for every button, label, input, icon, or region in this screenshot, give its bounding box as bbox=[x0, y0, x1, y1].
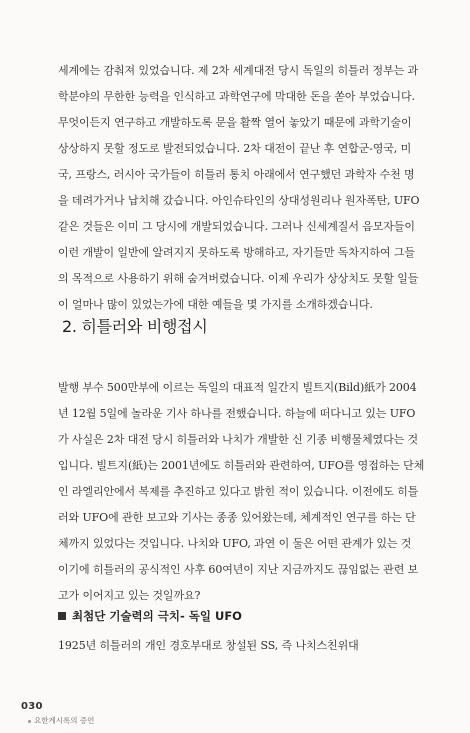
text-line: 인 라엘리안에서 복제를 추진하고 있다고 밝힌 적이 있습니다. 이전에도 히틀 bbox=[58, 485, 419, 498]
text-line: 이런 개발이 일반에 알려지지 못하도록 방해하고, 자기들만 독차지하여 그들 bbox=[58, 246, 415, 259]
subsection-heading-text: 최첨단 기술력의 극치- 독일 UFO bbox=[72, 609, 242, 623]
text-line: 상상하지 못할 정도로 발전되었습니다. 2차 대전이 끝난 후 연합군-영국, 미 bbox=[58, 142, 412, 155]
text-line: 무엇이든지 연구하고 개발하도록 문을 활짝 열어 놓았기 때문에 과학기술이 bbox=[58, 116, 412, 129]
text-line: 체까지 있었다는 것입니다. 나치와 UFO, 과연 이 둘은 어떤 관계가 있는 것 bbox=[58, 537, 412, 550]
body-paragraph-1 bbox=[58, 58, 420, 318]
text-line: 을 데려가거나 납치해 갔습니다. 아인슈타인의 상대성원리나 원자폭탄, UFO bbox=[58, 194, 420, 207]
section-heading: 2. 히틀러와 비행접시 bbox=[62, 317, 208, 336]
text-line: 학분야의 무한한 능력을 인식하고 과학연구에 막대한 돈을 쏟아 부었습니다. bbox=[58, 90, 415, 103]
text-line: 의 목적으로 사용하기 위해 숨겨버렸습니다. 이제 우리가 상상치도 못할 일들 bbox=[58, 272, 419, 285]
text-line: 이기에 히틀러의 공식적인 사후 60여년이 지난 지금까지도 끊임없는 관련 보 bbox=[58, 563, 419, 576]
text-line: 국, 프랑스, 러시아 국가들이 히틀러 통치 아래에서 연구했던 과학자 수천 명 bbox=[58, 168, 415, 181]
text-line: 발행 부수 500만부에 이르는 독일의 대표적 일간지 빌트지(Bild)紙가 2004 bbox=[58, 381, 417, 394]
subsection-heading bbox=[58, 608, 242, 624]
book-title: 요한계시록의 증언 bbox=[34, 716, 95, 725]
text-line: 고가 이어지고 있는 것일까요? bbox=[58, 589, 201, 602]
running-footer bbox=[28, 715, 94, 726]
text-line: 입니다. 빌트지(紙)는 2001년에도 히틀러와 관련하여, UFO를 영접하는 단체 bbox=[58, 459, 425, 472]
text-line: 세계에는 감춰져 있었습니다. 제 2차 세계대전 당시 독일의 히틀러 정부는 과 bbox=[58, 64, 419, 77]
page-number: 030 bbox=[21, 701, 43, 712]
body-paragraph-3 bbox=[58, 633, 412, 659]
text-line: 년 12월 5일에 놀라운 기사 하나를 전했습니다. 하늘에 떠다니고 있는 UFO bbox=[58, 407, 416, 420]
text-line: 같은 것들은 이미 그 당시에 개발되었습니다. 그러나 신세계질서 음모자들이 bbox=[58, 220, 415, 233]
text-line: 가 사실은 2차 대전 당시 히틀러와 나치가 개발한 신 기종 비행물체였다는 것 bbox=[58, 433, 419, 446]
text-line: 1925년 히틀러의 개인 경호부대로 창설된 SS, 즉 나치스친위대 bbox=[58, 639, 359, 652]
bullet-dot-icon bbox=[28, 720, 31, 723]
body-paragraph-2 bbox=[58, 375, 425, 609]
text-line: 러와 UFO에 관한 보고와 기사는 종종 있어왔는데, 체계적인 연구를 하는 단 bbox=[58, 511, 416, 524]
square-bullet-icon bbox=[58, 612, 66, 620]
text-line: 이 얼마나 많이 있었는가에 대한 예들을 몇 가지를 소개하겠습니다. bbox=[58, 298, 373, 311]
